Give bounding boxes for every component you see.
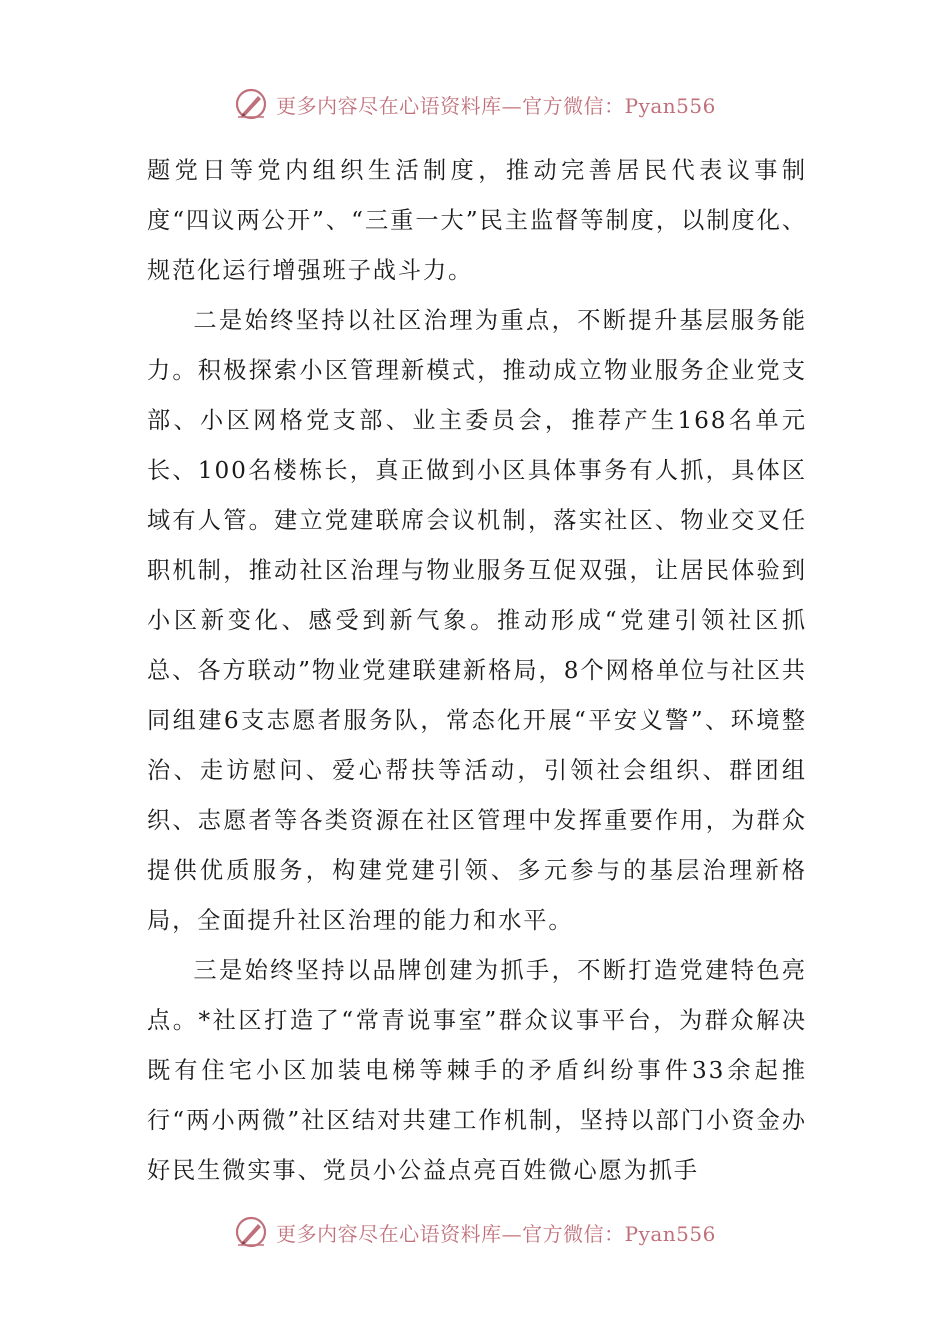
paragraph-continuation: 题党日等党内组织生活制度，推动完善居民代表议事制度“四议两公开”、“三重一大”民主监督等制度，以制度化、规范化运行增强班子战斗力。 [147,157,807,284]
watermark-text: 更多内容尽在心语资料库—官方微信：Pyan556 [276,1221,716,1246]
paragraph-brand-building: 三是始终坚持以品牌创建为抓手，不断打造党建特色亮点。*社区打造了“常青说事室”群众议事平台，为群众解决既有住宅小区加装电梯等棘手的矛盾纠纷事件33余起推行“两小两微”社区结对共建工作机制，坚持以部门小资金办好民生微实事、党员小公益点亮百姓微心愿为抓手 [147,957,807,1184]
paragraph-community-governance: 二是始终坚持以社区治理为重点，不断提升基层服务能力。积极探索小区管理新模式，推动成立物业服务企业党支部、小区网格党支部、业主委员会，推荐产生168名单元长、100名楼栋长，真正做到小区具体事务有人抓，具体区域有人管。建立党建联席会议机制，落实社区、物业交叉任职机制，推动社区治理与物业服务互促双强，让居民体验到小区新变化、感受到新气象。推动形成“党建引领社区抓总、各方联动”物业党建联建新格局，8个网格单位与社区共同组建6支志愿者服务队，常态化开展“平安义警”、环境整治、走访慰问、爱心帮扶等活动，引领社会组织、群团组织、志愿者等各类资源在社区管理中发挥重要作用，为群众提供优质服务，构建党建引领、多元参与的基层治理新格局，全面提升社区治理的能力和水平。 [147,307,807,934]
watermark-text: 更多内容尽在心语资料库—官方微信：Pyan556 [276,93,716,118]
watermark-banner-top [0,84,950,124]
watermark-banner-bottom [0,1212,950,1252]
pen-nib-circle-logo-icon [234,87,268,121]
pen-nib-circle-logo-icon [234,1215,268,1249]
document-body [147,146,807,1196]
